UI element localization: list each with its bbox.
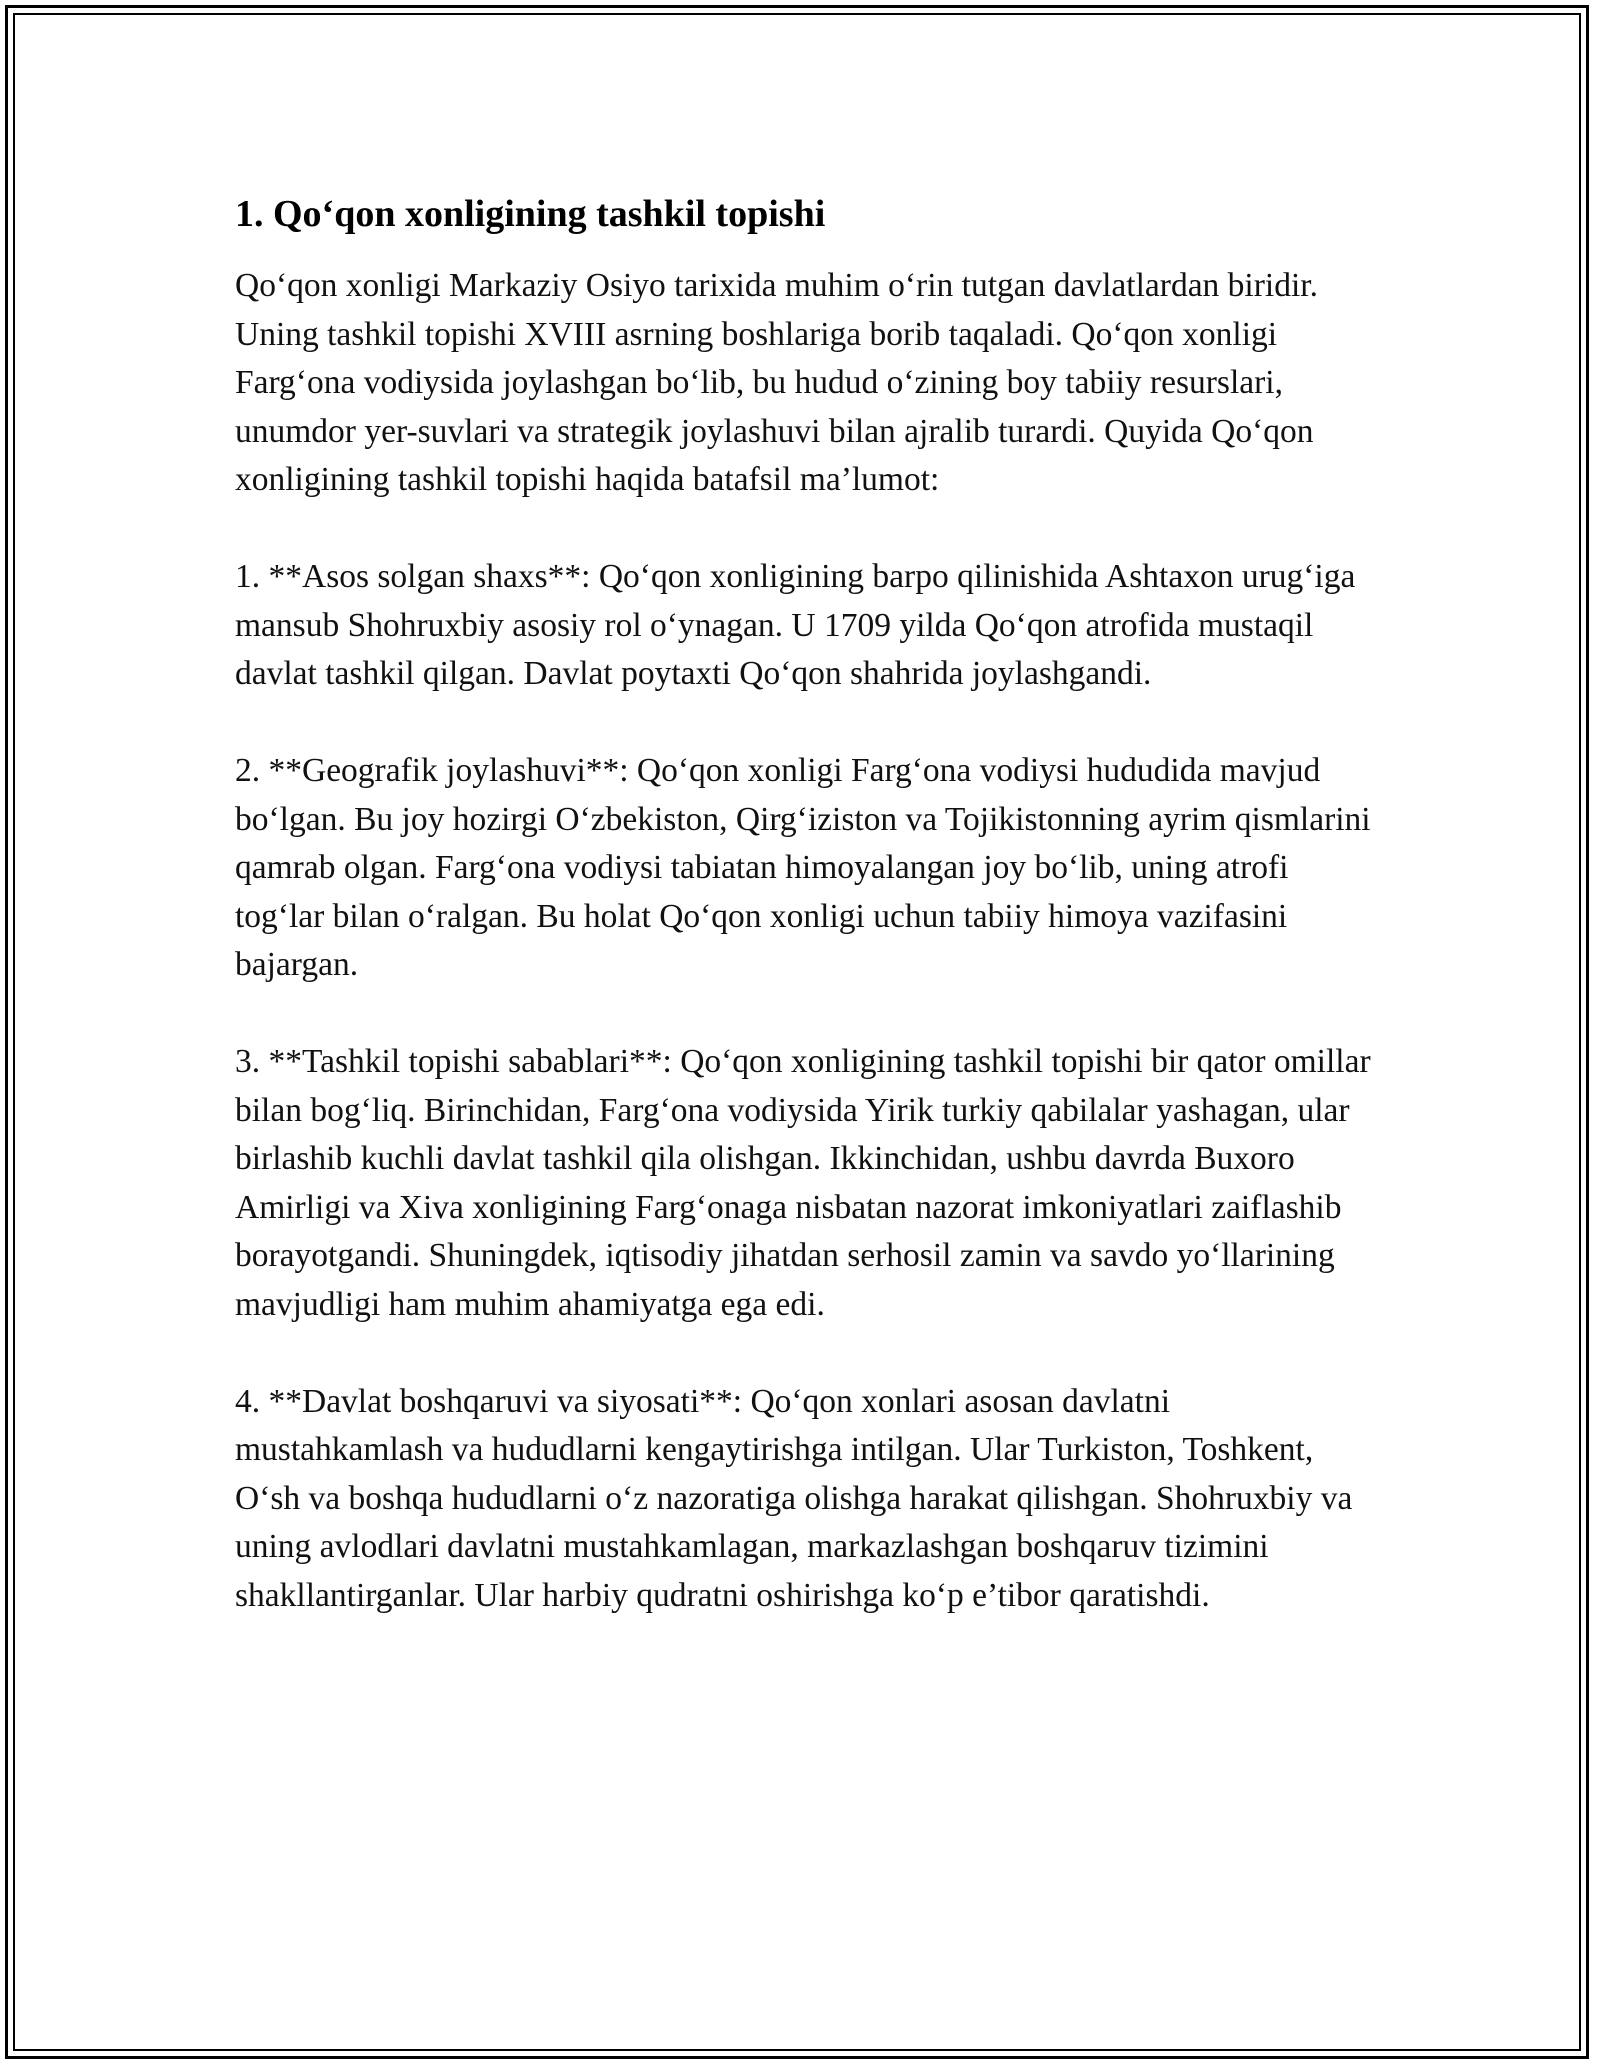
paragraph-founder: 1. **Asos solgan shaxs**: Qo‘qon xonligining barpo qilinishida Ashtaxon urug‘iga mansub Shohruxbiy asosiy rol o‘ynagan. U 1709 yilda Qo‘qon atrofida mustaqil davlat tashkil qilgan. Davlat poytaxti Qo‘qon shahrida joylashgandi. <box>235 558 1356 692</box>
document-body <box>235 188 1385 1669</box>
paragraph-governance: 4. **Davlat boshqaruvi va siyosati**: Qo‘qon xonlari asosan davlatni mustahkamlash va hududlarni kengaytirishga intilgan. Ular Turkiston, Toshkent, O‘sh va boshqa hududlarni o‘z nazoratiga olishga harakat qilishgan. Shohruxbiy va uning avlodlari davlatni mustahkamlagan, markazlashgan boshqaruv tizimini shakllantirganlar. Ular harbiy qudratni oshirishga ko‘p e’tibor qaratishdi. <box>235 1382 1353 1614</box>
paragraph-reasons: 3. **Tashkil topishi sabablari**: Qo‘qon xonligining tashkil topishi bir qator omillar bilan bog‘liq. Birinchidan, Farg‘ona vodiysida Yirik turkiy qabilalar yashagan, ular birlashib kuchli davlat tashkil qila olishgan. Ikkinchidan, ushbu davrda Buxoro Amirligi va Xiva xonligining Farg‘onaga nisbatan nazorat imkoniyatlari zaiflashib borayotgandi. Shuningdek, iqtisodiy jihatdan serhosil zamin va savdo yo‘llarining mavjudligi ham muhim ahamiyatga ega edi. <box>235 1043 1371 1323</box>
document-title: 1. Qo‘qon xonligining tashkil topishi <box>235 193 826 235</box>
paragraph-geography: 2. **Geografik joylashuvi**: Qo‘qon xonligi Farg‘ona vodiysi hududida mavjud bo‘lgan. Bu joy hozirgi O‘zbekiston, Qirg‘iziston va Tojikistonning ayrim qismlarini qamrab olgan. Farg‘ona vodiysi tabiatan himoyalangan joy bo‘lib, uning atrofi tog‘lar bilan o‘ralgan. Bu holat Qo‘qon xonligi uchun tabiiy himoya vazifasini bajargan. <box>235 752 1371 983</box>
intro-paragraph: Qo‘qon xonligi Markaziy Osiyo tarixida muhim o‘rin tutgan davlatlardan biridir. Uning tashkil topishi XVIII asrning boshlariga borib taqaladi. Qo‘qon xonligi Farg‘ona vodiysida joylashgan bo‘lib, bu hudud o‘zining boy tabiiy resurslari, unumdor yer-suvlari va strategik joylashuvi bilan ajralib turardi. Quyida Qo‘qon xonligining tashkil topishi haqida batafsil ma’lumot: <box>235 267 1318 498</box>
